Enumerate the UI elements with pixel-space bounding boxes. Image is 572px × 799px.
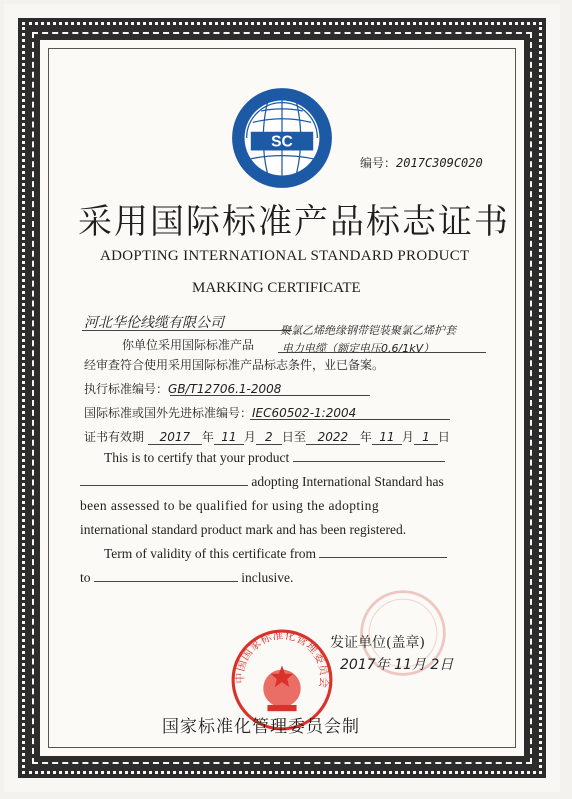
from-month: 11 [214, 430, 244, 445]
issue-day: 2 [430, 657, 440, 673]
title-english-line2: MARKING CERTIFICATE [192, 280, 361, 296]
exec-standard-underline [170, 395, 370, 396]
month-char-1: 月 [243, 430, 256, 444]
intl-standard-label: 国际标准或国外先进标准编号： [84, 406, 253, 420]
en-line-6 [80, 570, 293, 586]
en-product-blank [293, 461, 445, 462]
en-from-blank [319, 557, 447, 558]
day-to-char: 日至 [281, 430, 306, 444]
company-underline [82, 330, 292, 331]
product-underline [278, 352, 486, 353]
exec-standard-label: 执行标准编号： [84, 382, 169, 396]
issue-date [340, 654, 453, 674]
title-english-line1: ADOPTING INTERNATIONAL STANDARD PRODUCT [100, 248, 470, 264]
product-label: 你单位采用国际标准产品 [122, 338, 255, 352]
to-month: 11 [372, 430, 402, 445]
to-day: 1 [414, 430, 438, 445]
en-adopting-text: adopting International Standard has [251, 474, 444, 489]
en-to-blank [94, 581, 238, 582]
month-char-2: 月 [401, 430, 414, 444]
serial-value: 2017C309C020 [396, 156, 483, 170]
seal-ring-text: 中国国家标准化管理委员会 [233, 628, 331, 690]
certificate-sheet [4, 4, 560, 792]
issue-month-char: 月 [411, 657, 426, 673]
en-standard-blank [80, 485, 248, 486]
committee-name: 国家标准化管理委员会制 [162, 717, 360, 737]
approval-text: 经审查符合使用采用国际标准产品标志条件，业已备案。 [84, 358, 385, 372]
company-name: 河北华伦线缆有限公司 [84, 315, 224, 331]
product-value-line2: 电力电缆（额定电压0.6/1kV） [282, 342, 435, 355]
day-char-2: 日 [437, 430, 450, 444]
en-line-1 [104, 450, 445, 466]
from-day: 2 [256, 430, 282, 445]
issuer-label: 发证单位(盖章) [330, 635, 425, 651]
validity-cn [84, 428, 450, 445]
intl-standard-underline [250, 419, 450, 420]
issue-month: 11 [394, 657, 412, 673]
en-line-5 [104, 546, 447, 562]
product-value-line1: 聚氯乙烯绝缘钢带铠装聚氯乙烯护套 [280, 324, 456, 337]
to-year: 2022 [306, 430, 360, 445]
exec-standard-value: GB/T12706.1-2008 [168, 382, 282, 396]
title-chinese: 采用国际标准产品标志证书 [78, 202, 510, 242]
intl-standard-value: IEC60502-1:2004 [252, 406, 357, 420]
en-certify-text: This is to certify that your product [104, 450, 290, 465]
en-inclusive-text: inclusive. [241, 570, 294, 585]
en-to-text: to [80, 570, 91, 585]
serial-number [360, 154, 483, 171]
issue-year: 2017 [340, 657, 376, 673]
logo-text: SC [271, 133, 293, 151]
en-line-2 [80, 474, 444, 490]
from-year: 2017 [148, 430, 202, 445]
en-line-3: been assessed to be qualified for using the adopting [80, 498, 379, 513]
issue-day-char: 日 [439, 657, 454, 673]
year-char-2: 年 [359, 430, 372, 444]
csc-logo-icon [230, 86, 334, 190]
issue-year-char: 年 [375, 657, 390, 673]
validity-label: 证书有效期 [84, 430, 145, 444]
year-char-1: 年 [201, 430, 214, 444]
en-term-text: Term of validity of this certificate from [104, 546, 316, 561]
en-line-4: international standard product mark and has been registered. [80, 522, 407, 537]
serial-label: 编号： [360, 156, 397, 170]
